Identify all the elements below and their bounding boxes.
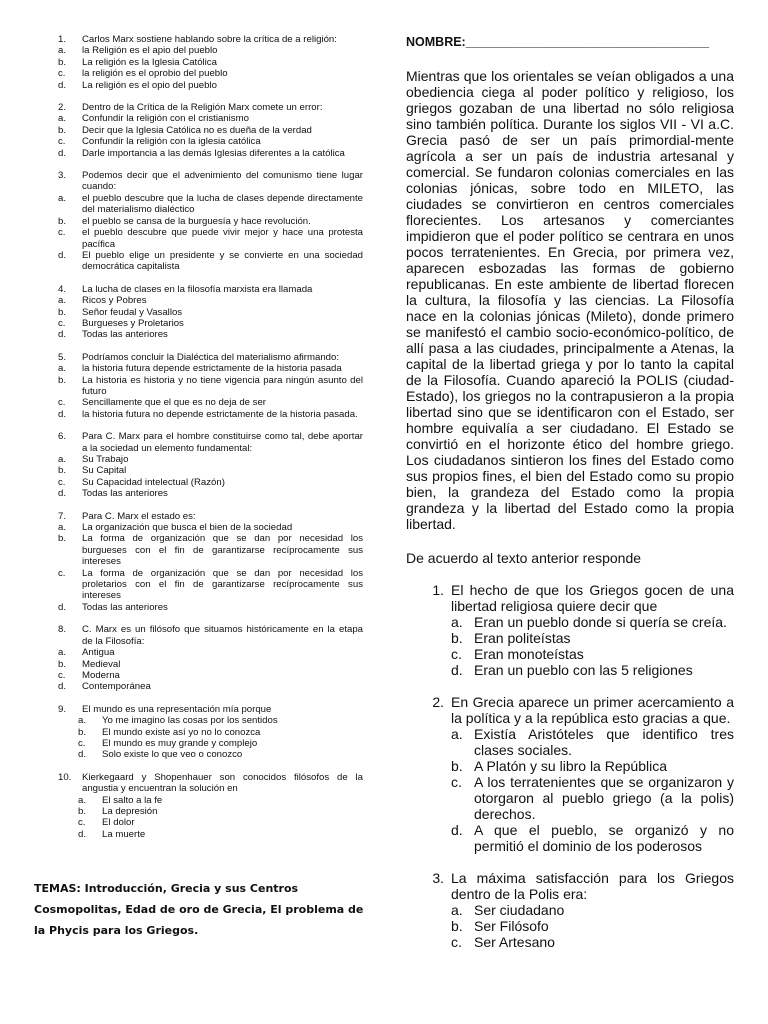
question-block <box>406 870 734 950</box>
answer-option[interactable] <box>58 329 363 340</box>
option-text: La religión es la Iglesia Católica <box>82 56 217 68</box>
option-letter: d. <box>58 79 67 91</box>
question-text: Dentro de la Crítica de la Religión Marx comete un error: <box>82 102 323 114</box>
option-letter: a. <box>58 647 67 659</box>
question-block <box>58 704 363 761</box>
option-text: Confundir la religión con la iglesia católica <box>82 136 261 148</box>
option-text: la historia futura depende estrictamente de la historia pasada <box>82 363 342 375</box>
answer-option[interactable] <box>406 934 734 950</box>
option-letter: d. <box>58 147 67 159</box>
option-text: Antigua <box>82 647 115 659</box>
answer-option[interactable] <box>58 113 363 124</box>
left-question-column <box>58 34 363 851</box>
answer-option[interactable] <box>58 817 363 828</box>
option-letter: a. <box>58 363 67 375</box>
option-letter: c. <box>58 567 66 579</box>
right-column <box>406 34 734 966</box>
answer-option[interactable] <box>406 726 734 758</box>
answer-option[interactable] <box>58 602 363 613</box>
option-text: Eran un pueblo donde si quería se creía. <box>474 614 727 630</box>
right-question-list <box>406 582 734 950</box>
question-block <box>58 284 363 341</box>
answer-option[interactable] <box>58 250 363 273</box>
option-text: El mundo es muy grande y complejo <box>102 737 258 749</box>
option-letter: c. <box>451 774 462 790</box>
answer-option[interactable] <box>406 614 734 630</box>
option-letter: d. <box>58 681 67 693</box>
reading-passage: Mientras que los orientales se veían obligados a una obediencia ciega al poder político y religioso, los griegos gozaban de una libertad no sólo religiosa sino también política. Durante los siglos VII - VI a.C. Grecia pasó de ser un país primordial-mente agrícola a ser un país de industria artesanal y comercial. Se fundaron colonias comerciales en las colonias jónicas, sobre todo en MILETO, las ciudades se convirtieron en centros comerciales florecientes. Los artesanos y comerciantes impidieron que el poder político se centrara en unos pocos terratenientes. En Grecia, por primera vez, aparecen esbozadas las formas de gobierno republicanas. En este ambiente de libertad florecen la cultura, la filosofía y las ciencias. La Filosofía nace en la colonias jónicas (Mileto), donde primero se manifestó el cambio socio-económico-político, de allí pasa a las ciudades, principalmente a Atenas, la capital de la libertad griega y por lo tanto la capital de la Filosofía. Cuando apareció la POLIS (ciudad-Estado), los griegos no la contrapusieron a la propia libertad sino que se identificaron con el Estado, ser hombre equivalía a ser ciudadano. El Estado se convirtió en el horizonte ético del hombre griego. Los ciudadanos sintieron los fines del Estado como sus propios fines, el bien del Estado como su propio bien, la grandeza del Estado como la propia grandeza y la libertad del Estado como la propia libertad. <box>406 68 734 532</box>
option-text: Ser Filósofo <box>474 918 549 934</box>
option-text: Moderna <box>82 669 120 681</box>
question-block <box>58 170 363 273</box>
question-stem <box>406 870 734 902</box>
option-text: La organización que busca el bien de la sociedad <box>82 522 293 534</box>
option-letter: c. <box>58 397 66 409</box>
option-letter: c. <box>78 737 86 749</box>
option-letter: b. <box>78 805 87 817</box>
question-stem <box>58 511 363 522</box>
option-text: Señor feudal y Vasallos <box>82 306 183 318</box>
option-text: Sencillamente que el que es no deja de ser <box>82 397 267 409</box>
question-number: 4. <box>58 283 67 295</box>
answer-option[interactable] <box>58 216 363 227</box>
question-stem <box>58 624 363 647</box>
option-letter: b. <box>58 215 67 227</box>
option-letter: b. <box>451 630 463 646</box>
answer-option[interactable] <box>58 148 363 159</box>
answer-option[interactable] <box>58 659 363 670</box>
question-block <box>58 352 363 420</box>
temas-heading: TEMAS: Introducción, Grecia y sus Centros Cosmopolitas, Edad de oro de Grecia, El problema de la Phycis para los Griegos. <box>34 882 364 937</box>
option-letter: c. <box>58 136 66 148</box>
option-letter: d. <box>78 828 87 840</box>
option-text: El pueblo elige un presidente y se convierte en una sociedad democrática capitalista <box>82 249 363 273</box>
question-number: 7. <box>58 510 67 522</box>
option-text: Decir que la Iglesia Católica no es dueña de la verdad <box>82 124 312 136</box>
question-text: El hecho de que los Griegos gocen de una libertad religiosa quiere decir que <box>451 582 734 614</box>
option-letter: c. <box>58 68 66 80</box>
option-text: Ser Artesano <box>474 934 555 950</box>
question-block <box>58 102 363 159</box>
question-block <box>58 772 363 840</box>
question-text: La máxima satisfacción para los Griegos dentro de la Polis era: <box>451 870 734 902</box>
answer-option[interactable] <box>58 57 363 68</box>
option-letter: b. <box>58 124 67 136</box>
option-letter: a. <box>451 902 463 918</box>
option-letter: d. <box>451 662 463 678</box>
answer-option[interactable] <box>58 738 363 749</box>
question-stem <box>58 772 363 795</box>
option-text: Ser ciudadano <box>474 902 565 918</box>
option-text: Contemporánea <box>82 681 151 693</box>
question-block <box>58 511 363 614</box>
option-text: Eran monoteístas <box>474 646 584 662</box>
option-text: La depresión <box>102 805 158 817</box>
answer-option[interactable] <box>58 193 363 216</box>
option-letter: c. <box>58 476 66 488</box>
question-number: 1. <box>58 34 67 45</box>
option-letter: b. <box>58 374 67 386</box>
option-text: Medieval <box>82 658 121 670</box>
option-text: Todas las anteriores <box>82 488 168 500</box>
option-text: Eran politeístas <box>474 630 571 646</box>
option-text: La forma de organización que se dan por necesidad los proletarios con el fin de garantizarse recíprocamente sus intereses <box>82 567 363 602</box>
answer-option[interactable] <box>58 465 363 476</box>
question-stem <box>58 352 363 363</box>
option-text: la religión es el oprobio del pueblo <box>82 68 228 80</box>
option-text: Yo me imagino las cosas por los sentidos <box>102 715 278 727</box>
option-text: La religión es el opio del pueblo <box>82 79 217 91</box>
option-letter: d. <box>58 408 67 420</box>
answer-option[interactable] <box>58 454 363 465</box>
question-number: 3. <box>58 170 67 182</box>
answer-option[interactable] <box>58 375 363 398</box>
option-text: Su Capacidad intelectual (Razón) <box>82 476 225 488</box>
option-letter: b. <box>451 918 463 934</box>
option-text: el pueblo descubre que puede vivir mejor y hace una protesta pacífica <box>82 227 363 250</box>
question-stem <box>406 694 734 726</box>
question-text: En Grecia aparece un primer acercamiento a la política y a la república esto gracias a que. <box>451 694 734 726</box>
question-stem <box>58 284 363 295</box>
question-number: 2. <box>432 694 444 710</box>
answer-option[interactable] <box>406 646 734 662</box>
question-stem <box>58 704 363 715</box>
question-text: Podemos decir que el advenimiento del comunismo tiene lugar cuando: <box>82 170 363 193</box>
question-number: 8. <box>58 624 67 636</box>
answer-option[interactable] <box>406 630 734 646</box>
option-letter: a. <box>58 113 67 125</box>
answer-option[interactable] <box>58 806 363 817</box>
answer-option[interactable] <box>58 307 363 318</box>
option-text: el pueblo se cansa de la burguesía y hace revolución. <box>82 215 311 227</box>
option-letter: c. <box>58 317 66 329</box>
answer-option[interactable] <box>58 68 363 79</box>
option-text: La muerte <box>102 828 146 840</box>
option-letter: d. <box>451 822 463 838</box>
answer-option[interactable] <box>58 80 363 91</box>
answer-option[interactable] <box>58 715 363 726</box>
option-text: la Religión es el apio del pueblo <box>82 45 218 57</box>
answer-option[interactable] <box>58 647 363 658</box>
answer-option[interactable] <box>58 363 363 374</box>
answer-option[interactable] <box>58 136 363 147</box>
question-block <box>406 694 734 854</box>
option-text: A que el pueblo, se organizó y no permitió el dominio de los poderosos <box>474 822 734 854</box>
option-letter: d. <box>58 329 67 341</box>
answer-option[interactable] <box>58 477 363 488</box>
option-letter: c. <box>78 817 86 829</box>
option-text: El dolor <box>102 817 135 829</box>
question-number: 2. <box>58 102 67 114</box>
answer-option[interactable] <box>58 488 363 499</box>
answer-option[interactable] <box>58 295 363 306</box>
answer-option[interactable] <box>58 795 363 806</box>
answer-option[interactable] <box>406 774 734 822</box>
question-stem <box>58 102 363 113</box>
option-text: La historia es historia y no tiene vigencia para ningún asunto del futuro <box>82 374 363 397</box>
option-text: Todas las anteriores <box>82 329 168 341</box>
instructions-text: De acuerdo al texto anterior responde <box>406 550 642 566</box>
answer-option[interactable] <box>58 397 363 408</box>
question-text: Carlos Marx sostiene hablando sobre la crítica de a religión: <box>82 34 337 45</box>
option-letter: b. <box>58 56 67 68</box>
option-text: Solo existe lo que veo o conozco <box>102 749 243 761</box>
answer-option[interactable] <box>406 918 734 934</box>
answer-option[interactable] <box>58 125 363 136</box>
answer-option[interactable] <box>58 533 363 567</box>
option-text: Existía Aristóteles que identifico tres clases sociales. <box>474 726 734 758</box>
option-letter: c. <box>58 669 66 681</box>
option-letter: d. <box>58 601 67 613</box>
option-letter: a. <box>451 726 463 742</box>
option-letter: a. <box>58 454 67 465</box>
answer-option[interactable] <box>406 902 734 918</box>
answer-option[interactable] <box>58 681 363 692</box>
answer-option[interactable] <box>58 727 363 738</box>
answer-option[interactable] <box>58 670 363 681</box>
option-text: A Platón y su libro la República <box>474 758 667 774</box>
question-text: El mundo es una representación mía porque <box>82 703 272 715</box>
question-stem <box>58 431 363 454</box>
option-letter: a. <box>58 295 67 307</box>
option-text: Su Capital <box>82 465 127 477</box>
option-text: Burgueses y Proletarios <box>82 317 184 329</box>
option-text: El mundo existe así yo no lo conozca <box>102 726 261 738</box>
question-text: Para C. Marx el estado es: <box>82 510 196 522</box>
option-text: A los terratenientes que se organizaron y otorgaron al pueblo griego (a la polis) derechos. <box>474 774 734 822</box>
option-letter: c. <box>58 227 66 239</box>
answer-option[interactable] <box>406 758 734 774</box>
option-letter: b. <box>58 658 67 670</box>
question-stem <box>58 170 363 193</box>
option-text: Eran un pueblo con las 5 religiones <box>474 662 693 678</box>
option-letter: a. <box>451 614 463 630</box>
option-letter: c. <box>451 934 462 950</box>
answer-option[interactable] <box>58 522 363 533</box>
answer-option[interactable] <box>406 822 734 854</box>
question-number: 3. <box>432 870 444 886</box>
answer-option[interactable] <box>58 568 363 602</box>
question-number: 10. <box>58 771 72 783</box>
option-text: el pueblo descubre que la lucha de clases depende directamente del materialismo dialéctico <box>82 192 363 216</box>
question-block <box>406 582 734 678</box>
option-text: Todas las anteriores <box>82 601 168 613</box>
option-letter: a. <box>58 522 67 534</box>
question-number: 6. <box>58 431 67 443</box>
question-block <box>58 624 363 692</box>
answer-option[interactable] <box>58 409 363 420</box>
option-text: El salto a la fe <box>102 794 163 806</box>
answer-option[interactable] <box>58 749 363 760</box>
option-letter: a. <box>58 45 67 57</box>
option-text: Ricos y Pobres <box>82 295 147 307</box>
option-letter: b. <box>58 306 67 318</box>
answer-option[interactable] <box>58 45 363 56</box>
option-letter: b. <box>451 758 463 774</box>
question-number: 1. <box>432 582 444 598</box>
option-letter: c. <box>451 646 462 662</box>
option-letter: b. <box>58 533 67 545</box>
option-text: la historia futura no depende estrictamente de la historia pasada. <box>82 408 358 420</box>
answer-option[interactable] <box>58 829 363 840</box>
option-letter: a. <box>78 715 87 727</box>
question-text: Kierkegaard y Shopenhauer son conocidos filósofos de la angustia y encuentran la solución en <box>82 771 363 795</box>
question-stem <box>58 34 363 45</box>
option-text: Su Trabajo <box>82 454 129 465</box>
option-text: La forma de organización que se dan por necesidad los burgueses con el fin de garantizarse recíprocamente sus intereses <box>82 533 363 568</box>
question-text: Para C. Marx para el hombre constituirse como tal, debe aportar a la sociedad un elemento fundamental: <box>82 431 363 454</box>
option-letter: d. <box>58 249 67 261</box>
option-text: Confundir la religión con el cristianismo <box>82 113 249 125</box>
nombre-field[interactable]: NOMBRE:___________________________________ <box>406 35 710 49</box>
question-number: 9. <box>58 703 67 715</box>
question-number: 5. <box>58 351 67 363</box>
answer-option[interactable] <box>58 227 363 250</box>
question-text: La lucha de clases en la filosofía marxista era llamada <box>82 283 313 295</box>
question-stem <box>406 582 734 614</box>
answer-option[interactable] <box>406 662 734 678</box>
option-letter: b. <box>78 726 87 738</box>
option-text: Darle importancia a las demás Iglesias diferentes a la católica <box>82 147 345 159</box>
question-text: Podríamos concluir la Dialéctica del materialismo afirmando: <box>82 351 340 363</box>
question-text: C. Marx es un filósofo que situamos históricamente en la etapa de la Filosofía: <box>82 624 363 647</box>
option-letter: d. <box>78 749 87 761</box>
option-letter: a. <box>58 192 67 204</box>
option-letter: b. <box>58 465 67 477</box>
question-block <box>58 431 363 499</box>
option-letter: d. <box>58 488 67 500</box>
option-letter: a. <box>78 794 87 806</box>
question-block <box>58 34 363 91</box>
answer-option[interactable] <box>58 318 363 329</box>
